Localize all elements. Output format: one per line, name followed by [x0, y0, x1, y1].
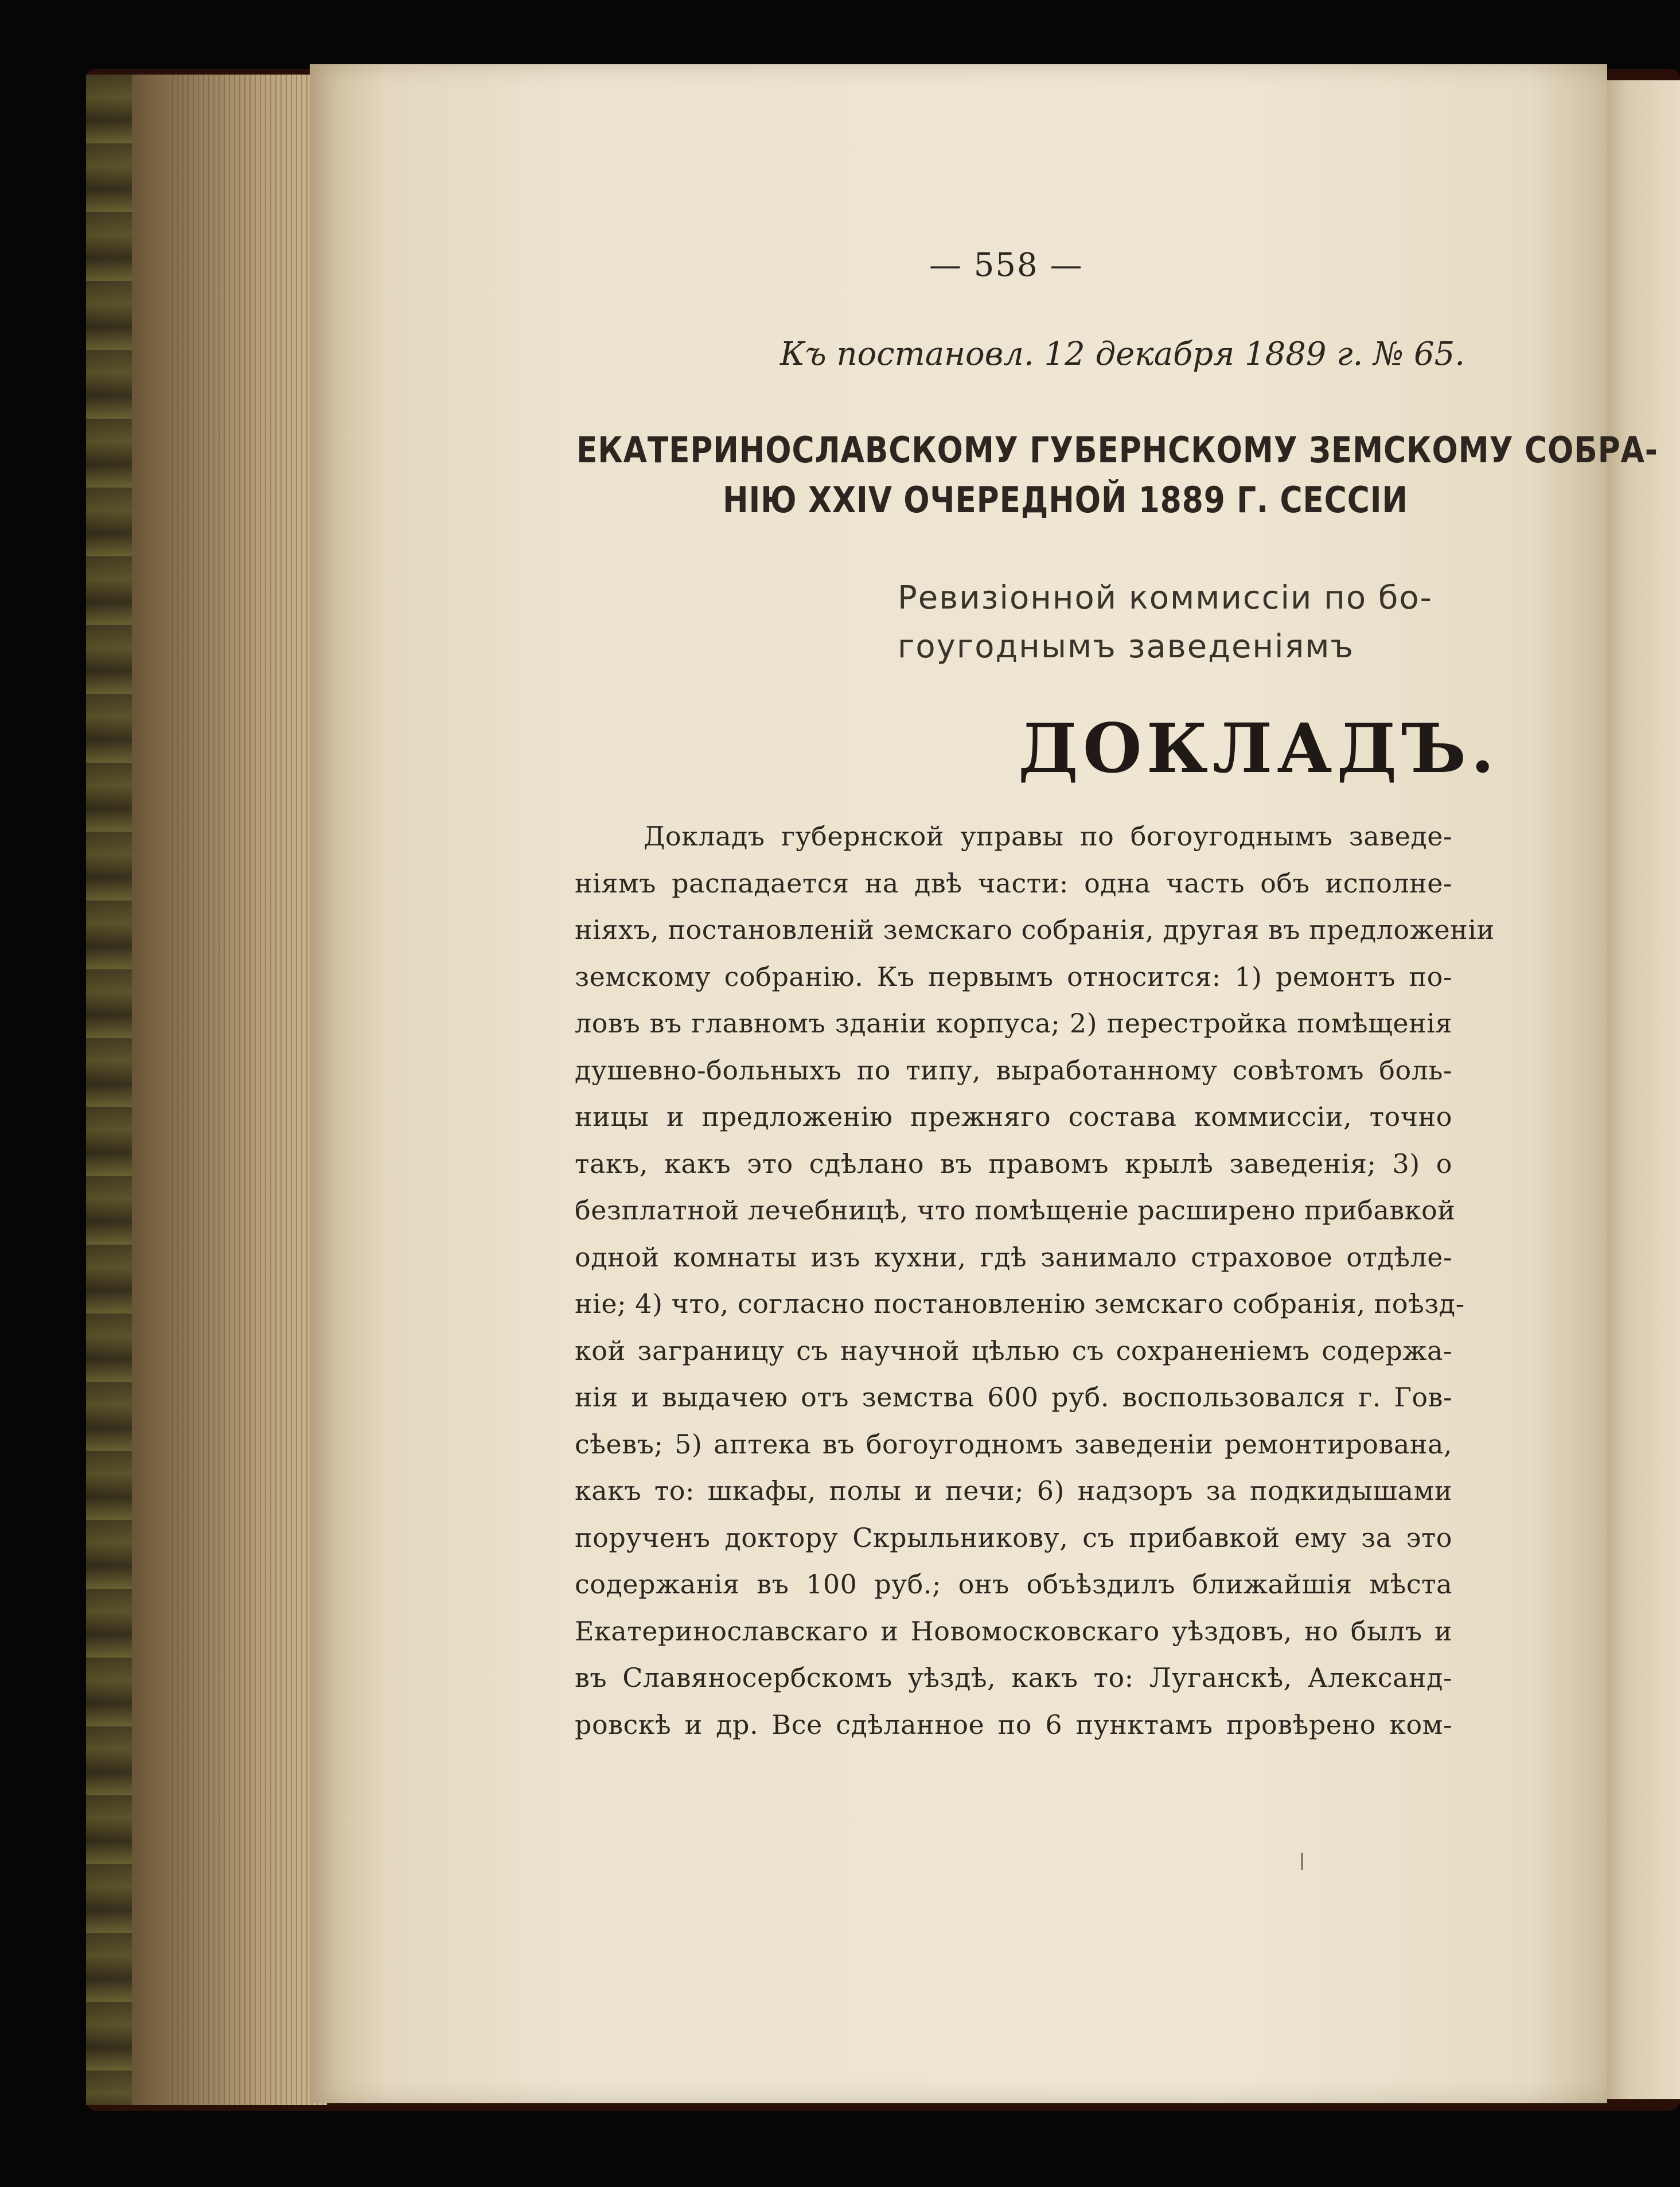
body-line: ніямъ распадается на двѣ части: одна часть объ исполне-: [575, 867, 1452, 899]
body-line: одной комнаты изъ кухни, гдѣ занимало страховое отдѣле-: [575, 1241, 1452, 1273]
subheading-line-2: гоугоднымъ заведеніямъ: [898, 628, 1355, 665]
body-line: такъ, какъ это сдѣлано въ правомъ крылѣ заведенія; 3) о: [575, 1148, 1452, 1179]
body-text: [575, 813, 1495, 1748]
body-line: содержанія въ 100 руб.; онъ объѣздилъ ближайшія мѣста: [575, 1569, 1452, 1600]
body-line: ницы и предложенію прежняго состава коммиссіи, точно: [575, 1101, 1452, 1132]
body-line: кой заграницу съ научной цѣлью съ сохраненіемъ содержа-: [575, 1335, 1452, 1366]
subheading-line-1: Ревизіонной коммиссіи по бо-: [898, 579, 1433, 617]
body-line: земскому собранію. Къ первымъ относится: 1) ремонтъ по-: [575, 961, 1452, 992]
body-line: безплатной лечебницѣ, что помѣщеніе расширено прибавкой: [575, 1195, 1456, 1226]
heading-line-2: НІЮ XXIV ОЧЕРЕДНОЙ 1889 Г. СЕССІИ: [723, 479, 1408, 521]
body-line: Докладъ губернской управы по богоугоднымъ заведе-: [644, 821, 1452, 852]
body-line: ровскѣ и др. Все сдѣланное по 6 пунктамъ провѣрено ком-: [575, 1709, 1452, 1740]
facing-page-edge: [1600, 80, 1680, 2099]
body-line: какъ то: шкафы, полы и печи; 6) надзоръ за подкидышами: [575, 1475, 1452, 1506]
body-line: нія и выдачею отъ земства 600 руб. воспользовался г. Гов-: [575, 1382, 1452, 1413]
resolution-reference: Къ постановл. 12 декабря 1889 г. № 65.: [780, 336, 1465, 373]
body-line: ловъ въ главномъ зданіи корпуса; 2) перестройка помѣщенія: [575, 1008, 1452, 1039]
body-line: въ Славяносербскомъ уѣздѣ, какъ то: Луганскѣ, Александ-: [575, 1662, 1452, 1693]
body-line: сѣевъ; 5) аптека въ богоугодномъ заведеніи ремонтирована,: [575, 1428, 1452, 1460]
document-title: ДОКЛАДЪ.: [1018, 708, 1499, 788]
book-page-edges: [86, 75, 327, 2105]
page-mark: [1301, 1853, 1303, 1870]
body-line: Екатеринославскаго и Новомосковскаго уѣздовъ, но былъ и: [575, 1615, 1452, 1647]
page-number: — 558 —: [929, 247, 1083, 284]
body-line: ніе; 4) что, согласно постановленію земскаго собранія, поѣзд-: [575, 1288, 1465, 1319]
page-edge-lines: [172, 75, 327, 2105]
body-line: порученъ доктору Скрыльникову, съ прибавкой ему за это: [575, 1522, 1452, 1553]
body-line: ніяхъ, постановленій земскаго собранія, другая въ предложеніи: [575, 914, 1495, 945]
heading-line-1: ЕКАТЕРИНОСЛАВСКОМУ ГУБЕРНСКОМУ ЗЕМСКОМУ СОБРА-: [576, 429, 1658, 471]
binding-strip: [86, 75, 132, 2105]
body-line: душевно-больныхъ по типу, выработанному совѣтомъ боль-: [575, 1054, 1452, 1086]
